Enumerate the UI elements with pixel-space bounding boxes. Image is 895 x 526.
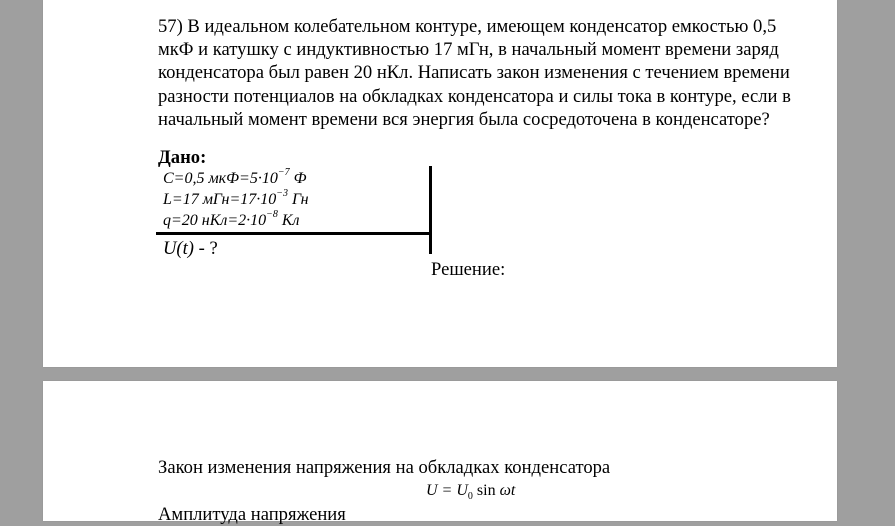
given-charge-exponent: −8	[266, 208, 278, 220]
formula-subscript: 0	[467, 491, 473, 503]
find-suffix: - ?	[193, 238, 218, 259]
find-line	[163, 238, 218, 260]
given-horizontal-divider	[156, 232, 431, 235]
document-page-1	[43, 0, 837, 367]
given-capacitance-exponent: −7	[277, 166, 290, 178]
solution-heading: Решение:	[431, 259, 506, 280]
given-charge-unit: Кл	[281, 212, 300, 229]
voltage-amplitude-text: Амплитуда напряжения	[158, 504, 346, 525]
given-vertical-divider	[429, 166, 432, 254]
given-capacitance-value: C=0,5 мкФ=5·10	[163, 170, 278, 187]
given-inductance	[163, 187, 309, 209]
problem-statement: 57) В идеальном колебательном контуре, имеющем конденсатор емкостью 0,5 мкФ и катушку с индуктивностью 17 мГн, в начальный момент времени заряд конденсатора был равен 20 нКл. Написать закон изменения с течением времени разности потенциалов на обкладках конденсатора и силы тока в контуре, если в начальный момент времени вся энергия была сосредоточена в конденсаторе?	[158, 16, 791, 130]
formula-left: U = U	[426, 482, 468, 499]
given-charge	[163, 208, 300, 230]
document-page-2	[43, 381, 837, 525]
given-heading: Дано:	[158, 147, 207, 168]
formula-sin: sin	[472, 482, 500, 499]
formula-argument: ωt	[499, 482, 516, 499]
given-capacitance	[163, 166, 307, 188]
find-function: U(t)	[163, 238, 194, 259]
voltage-law-text: Закон изменения напряжения на обкладках конденсатора	[158, 457, 611, 478]
given-charge-value: q=20 нКл=2·10	[163, 212, 267, 229]
given-inductance-value: L=17 мГн=17·10	[163, 191, 277, 208]
voltage-formula	[426, 482, 515, 502]
given-capacitance-unit: Ф	[293, 170, 307, 187]
given-inductance-exponent: −3	[276, 187, 289, 199]
given-inductance-unit: Гн	[292, 191, 309, 208]
